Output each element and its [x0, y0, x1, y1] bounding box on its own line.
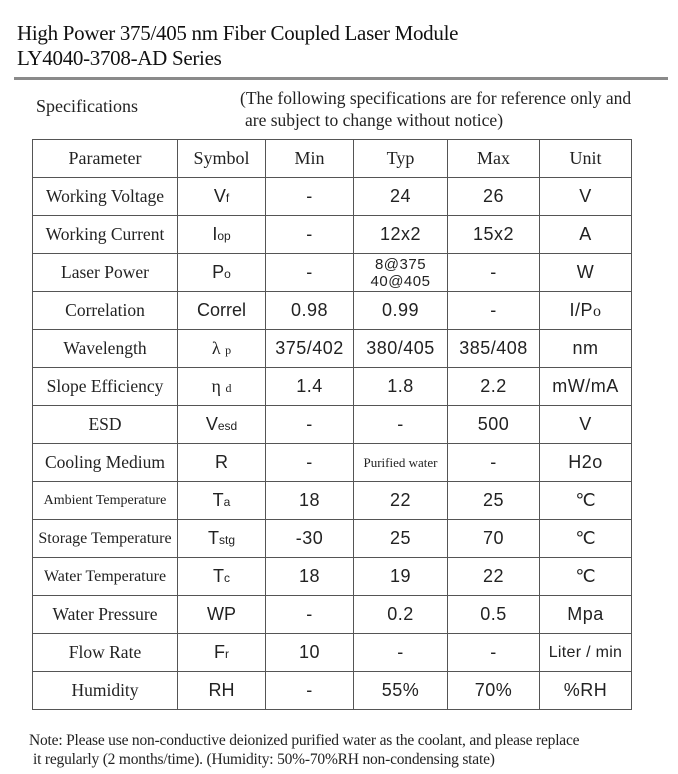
cell-unit: nm: [540, 330, 632, 368]
cell-unit: V: [540, 178, 632, 216]
cell-symbol: λ p: [178, 330, 266, 368]
table-row: [33, 444, 632, 482]
cell-symbol: Ta: [178, 482, 266, 520]
cell-unit: Liter / min: [540, 634, 632, 672]
cell-symbol: WP: [178, 596, 266, 634]
cell-symbol: Fr: [178, 634, 266, 672]
cell-parameter: ESD: [33, 406, 178, 444]
cell-max: -: [448, 292, 540, 330]
title-divider: [14, 77, 668, 80]
cell-symbol: Iop: [178, 216, 266, 254]
cell-unit: ℃: [540, 520, 632, 558]
cell-typ: 380/405: [354, 330, 448, 368]
specifications-label: Specifications: [36, 96, 138, 116]
cell-max: 26: [448, 178, 540, 216]
cell-min: 10: [266, 634, 354, 672]
cell-min: -: [266, 178, 354, 216]
cell-min: -: [266, 254, 354, 292]
cell-unit: A: [540, 216, 632, 254]
cell-min: 1.4: [266, 368, 354, 406]
table-row: [33, 520, 632, 558]
cell-unit: I/Po: [540, 292, 632, 330]
cell-max: -: [448, 634, 540, 672]
cell-min: 375/402: [266, 330, 354, 368]
table-header-row: [33, 140, 632, 178]
cell-parameter: Water Temperature: [33, 558, 178, 596]
disclaimer-line-1: (The following specifications are for reference only and: [240, 88, 632, 108]
cell-symbol: Vesd: [178, 406, 266, 444]
specifications-table: [32, 139, 632, 710]
cell-min: 18: [266, 558, 354, 596]
title-line-2: LY4040-3708-AD Series: [17, 46, 222, 70]
disclaimer-line-2: are subject to change without notice): [245, 110, 504, 130]
document-title: [17, 21, 458, 71]
cell-parameter: Cooling Medium: [33, 444, 178, 482]
cell-min: -: [266, 406, 354, 444]
cell-max: 2.2: [448, 368, 540, 406]
cell-parameter: Working Voltage: [33, 178, 178, 216]
cell-typ: Purified water: [354, 444, 448, 482]
cell-typ: 0.2: [354, 596, 448, 634]
cell-parameter: Correlation: [33, 292, 178, 330]
cell-unit: H2o: [540, 444, 632, 482]
cell-parameter: Storage Temperature: [33, 520, 178, 558]
specifications-disclaimer: [240, 87, 631, 131]
cell-unit: ℃: [540, 482, 632, 520]
table-row: [33, 216, 632, 254]
table-row: [33, 178, 632, 216]
table-row: [33, 292, 632, 330]
cell-min: -: [266, 216, 354, 254]
cell-max: 500: [448, 406, 540, 444]
header-min: Min: [266, 140, 354, 178]
cell-max: -: [448, 254, 540, 292]
header-parameter: Parameter: [33, 140, 178, 178]
cell-max: 70%: [448, 672, 540, 710]
cell-symbol: Tc: [178, 558, 266, 596]
cell-max: 0.5: [448, 596, 540, 634]
table-row: [33, 368, 632, 406]
cell-unit: W: [540, 254, 632, 292]
cell-typ: 0.99: [354, 292, 448, 330]
cell-max: 15x2: [448, 216, 540, 254]
cell-symbol: Tstg: [178, 520, 266, 558]
table-row: [33, 596, 632, 634]
table-row: [33, 482, 632, 520]
header-symbol: Symbol: [178, 140, 266, 178]
cell-parameter: Wavelength: [33, 330, 178, 368]
cell-unit: mW/mA: [540, 368, 632, 406]
footnote-line-2: it regularly (2 months/time). (Humidity: 50%-70%RH non-condensing state): [33, 751, 495, 768]
cell-min: -: [266, 672, 354, 710]
cell-typ: 19: [354, 558, 448, 596]
cell-parameter: Slope Efficiency: [33, 368, 178, 406]
cell-unit: %RH: [540, 672, 632, 710]
cell-parameter: Laser Power: [33, 254, 178, 292]
cell-max: 70: [448, 520, 540, 558]
cell-unit: V: [540, 406, 632, 444]
cell-typ: 1.8: [354, 368, 448, 406]
header-unit: Unit: [540, 140, 632, 178]
cell-min: 0.98: [266, 292, 354, 330]
title-line-1: High Power 375/405 nm Fiber Coupled Laser Module: [17, 21, 459, 45]
cell-parameter: Ambient Temperature: [33, 482, 178, 520]
table-row: [33, 330, 632, 368]
table-row: [33, 672, 632, 710]
cell-symbol: RH: [178, 672, 266, 710]
cell-min: -30: [266, 520, 354, 558]
cell-typ: -: [354, 406, 448, 444]
cell-parameter: Working Current: [33, 216, 178, 254]
cell-typ: 55%: [354, 672, 448, 710]
table-row: [33, 558, 632, 596]
cell-max: 385/408: [448, 330, 540, 368]
header-typ: Typ: [354, 140, 448, 178]
cell-typ: -: [354, 634, 448, 672]
table-row: [33, 406, 632, 444]
cell-min: 18: [266, 482, 354, 520]
table-row: [33, 254, 632, 292]
cell-parameter: Flow Rate: [33, 634, 178, 672]
cell-symbol: Correl: [178, 292, 266, 330]
cell-min: -: [266, 596, 354, 634]
table-row: [33, 634, 632, 672]
cell-max: 25: [448, 482, 540, 520]
header-max: Max: [448, 140, 540, 178]
cell-parameter: Water Pressure: [33, 596, 178, 634]
footnote: [29, 731, 579, 769]
cell-symbol: Vf: [178, 178, 266, 216]
cell-symbol: R: [178, 444, 266, 482]
cell-parameter: Humidity: [33, 672, 178, 710]
cell-typ: 24: [354, 178, 448, 216]
cell-typ: 8@375 40@405: [354, 254, 448, 292]
cell-max: -: [448, 444, 540, 482]
cell-typ: 22: [354, 482, 448, 520]
cell-min: -: [266, 444, 354, 482]
cell-max: 22: [448, 558, 540, 596]
cell-typ: 25: [354, 520, 448, 558]
cell-unit: ℃: [540, 558, 632, 596]
cell-symbol: Po: [178, 254, 266, 292]
cell-unit: Mpa: [540, 596, 632, 634]
footnote-line-1: Note: Please use non-conductive deionized purified water as the coolant, and please replace: [29, 732, 580, 749]
cell-symbol: η d: [178, 368, 266, 406]
cell-typ: 12x2: [354, 216, 448, 254]
